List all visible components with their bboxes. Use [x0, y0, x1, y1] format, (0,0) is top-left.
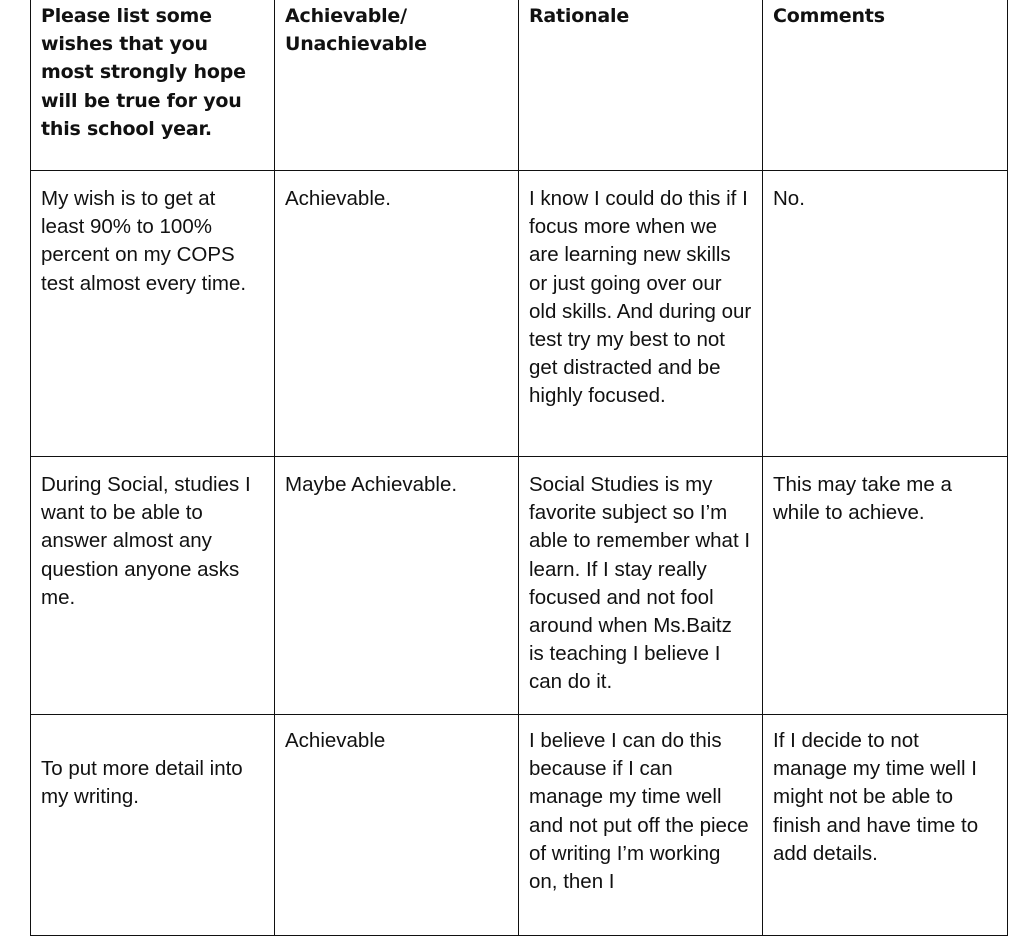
header-rationale-text: Rationale [529, 5, 630, 27]
comments-cell [763, 457, 1008, 715]
rationale-cell [519, 457, 763, 715]
header-cell-rationale [519, 0, 763, 171]
header-cell-achievable [275, 0, 519, 171]
achievable-cell [275, 457, 519, 715]
header-cell-comments [763, 0, 1008, 171]
rationale-text: I believe I can do this because if I can manage my time well and not put off the piece of writing I’m working on, then I [529, 729, 749, 894]
table-header-row [31, 0, 1008, 171]
comments-text: This may take me a while to achieve. [773, 473, 952, 525]
rationale-cell [519, 171, 763, 457]
header-cell-wishes [31, 0, 275, 171]
wish-text: During Social, studies I want to be able to answer almost any question anyone asks me. [41, 473, 251, 609]
wish-cell [31, 171, 275, 457]
table-row [31, 171, 1008, 457]
comments-cell [763, 715, 1008, 936]
header-wishes-text: Please list some wishes that you most strongly hope will be true for you this school year. [41, 5, 246, 140]
wish-cell [31, 457, 275, 715]
header-achievable-text: Achievable/ Unachievable [285, 5, 427, 56]
achievable-cell [275, 171, 519, 457]
comments-cell [763, 171, 1008, 457]
cell-spacer [41, 727, 264, 755]
achievable-text: Maybe Achievable. [285, 473, 458, 496]
header-comments-text: Comments [773, 5, 885, 27]
wishes-table [30, 0, 1008, 936]
wish-text: My wish is to get at least 90% to 100% percent on my COPS test almost every time. [41, 187, 247, 295]
achievable-text: Achievable [285, 729, 386, 752]
comments-text: If I decide to not manage my time well I might not be able to finish and have time to add details. [773, 729, 979, 865]
wish-text: To put more detail into my writing. [41, 757, 243, 809]
achievable-text: Achievable. [285, 187, 391, 210]
table-row [31, 715, 1008, 936]
rationale-text: Social Studies is my favorite subject so I’m able to remember what I learn. If I stay really focused and not fool around when Ms.Baitz is teaching I believe I can do it. [529, 473, 751, 694]
rationale-text: I know I could do this if I focus more when we are learning new skills or just going over our old skills. And during our test try my best to not get distracted and be highly focused. [529, 187, 752, 408]
comments-text: No. [773, 187, 805, 210]
table-row [31, 457, 1008, 715]
rationale-cell [519, 715, 763, 936]
achievable-cell [275, 715, 519, 936]
wish-cell [31, 715, 275, 936]
